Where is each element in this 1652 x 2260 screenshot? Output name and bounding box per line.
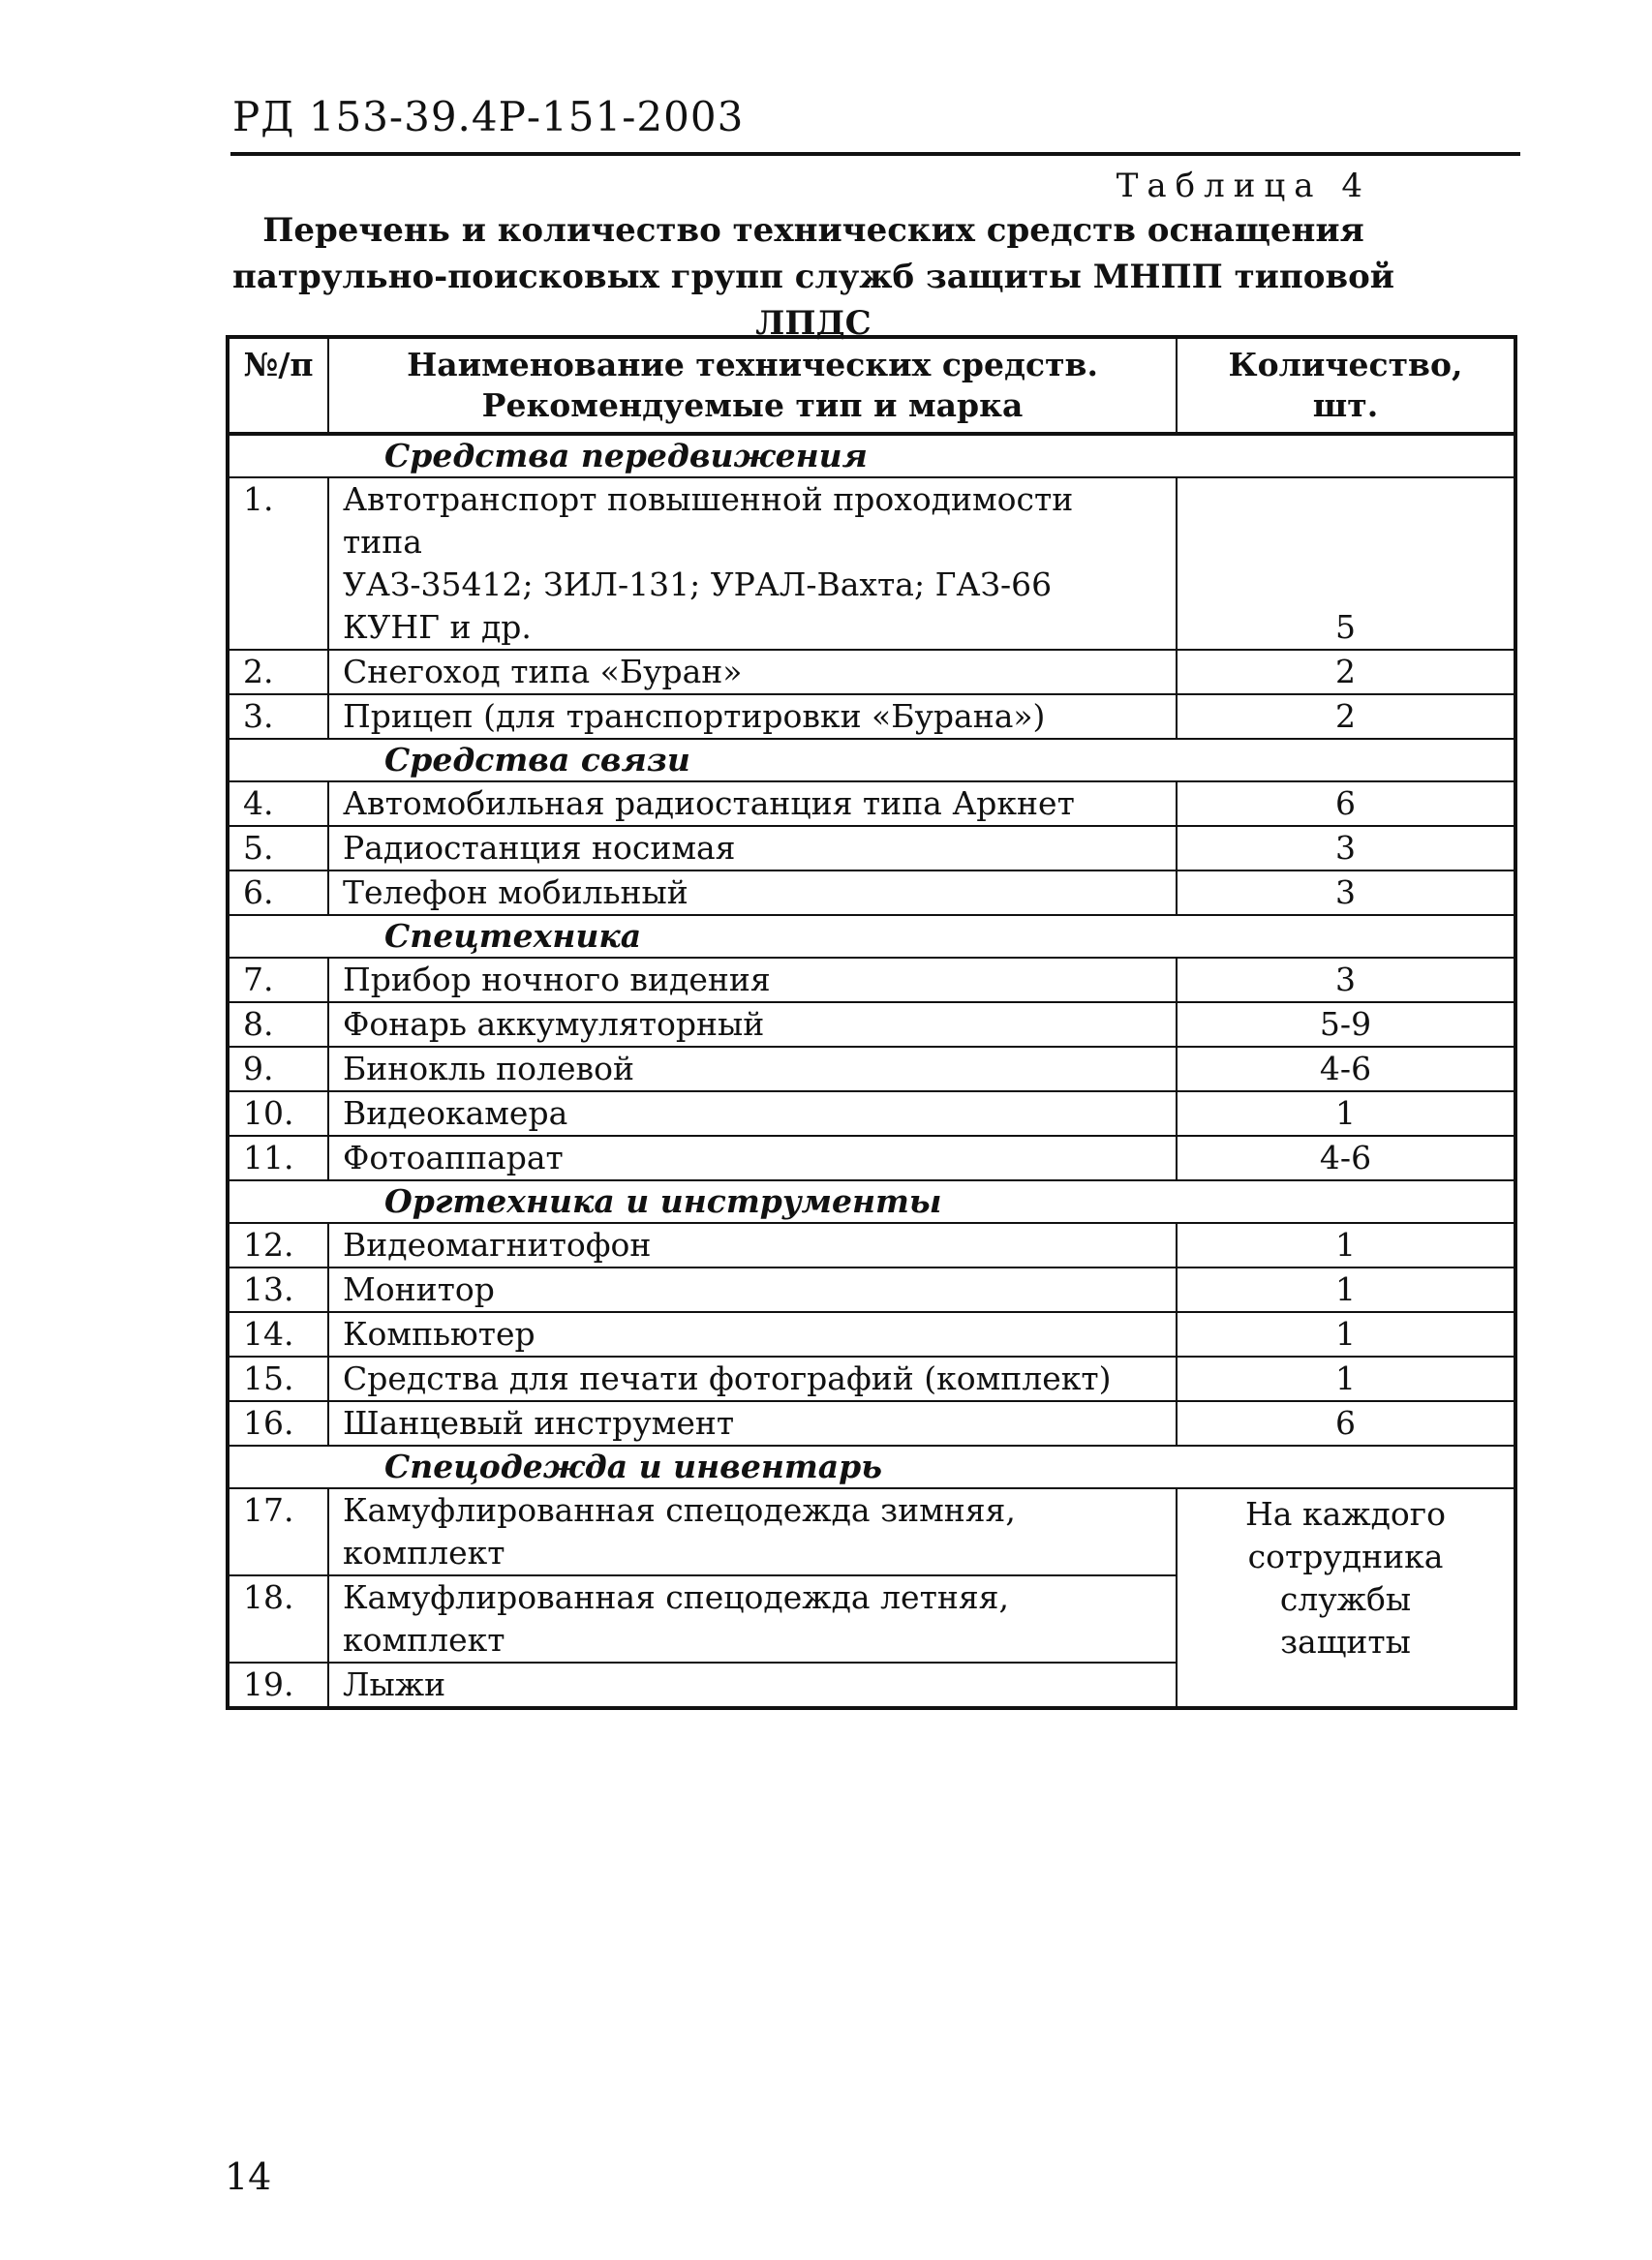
row-quantity: 1 bbox=[1177, 1223, 1515, 1267]
table-row bbox=[228, 694, 1515, 739]
row-name: Телефон мобильный bbox=[328, 870, 1177, 915]
row-quantity: 6 bbox=[1177, 1401, 1515, 1446]
row-quantity: 1 bbox=[1177, 1267, 1515, 1312]
header-quantity-line1: Количество, bbox=[1228, 346, 1463, 383]
merged-quantity-line: защиты bbox=[1280, 1623, 1411, 1661]
row-name: Средства для печати фотографий (комплект) bbox=[328, 1357, 1177, 1401]
table-row bbox=[228, 1136, 1515, 1180]
row-name-line: Автотранспорт повышенной проходимости типа bbox=[343, 480, 1074, 561]
merged-quantity-line: На каждого bbox=[1245, 1495, 1446, 1533]
row-number: 8. bbox=[228, 1002, 328, 1047]
row-name: Монитор bbox=[328, 1267, 1177, 1312]
row-name: Лыжи bbox=[328, 1663, 1177, 1708]
row-quantity: 3 bbox=[1177, 870, 1515, 915]
row-name: Прицеп (для транспортировки «Бурана») bbox=[328, 694, 1177, 739]
row-name bbox=[328, 1575, 1177, 1663]
row-number: 7. bbox=[228, 958, 328, 1002]
table-row bbox=[228, 650, 1515, 694]
section-title: Средства связи bbox=[228, 739, 1515, 781]
header-rule bbox=[230, 152, 1520, 156]
table-row bbox=[228, 781, 1515, 826]
table-label: Таблица 4 bbox=[1116, 167, 1371, 205]
table-row bbox=[228, 1267, 1515, 1312]
row-number: 16. bbox=[228, 1401, 328, 1446]
row-name bbox=[328, 477, 1177, 650]
section-title: Спецтехника bbox=[228, 915, 1515, 958]
header-name-line1: Наименование технических средств. bbox=[407, 346, 1098, 383]
row-name: Видеокамера bbox=[328, 1091, 1177, 1136]
row-number: 12. bbox=[228, 1223, 328, 1267]
row-name-line: комплект bbox=[343, 1621, 505, 1659]
section-title: Спецодежда и инвентарь bbox=[228, 1446, 1515, 1488]
row-name: Шанцевый инструмент bbox=[328, 1401, 1177, 1446]
table-title-line1: Перечень и количество технических средств оснащения bbox=[262, 211, 1364, 250]
table-row bbox=[228, 477, 1515, 650]
row-quantity: 2 bbox=[1177, 694, 1515, 739]
merged-quantity-line: службы bbox=[1279, 1580, 1412, 1618]
table-row bbox=[228, 1401, 1515, 1446]
row-quantity: 2 bbox=[1177, 650, 1515, 694]
section-title: Средства передвижения bbox=[228, 434, 1515, 477]
header-name bbox=[328, 337, 1177, 434]
row-name: Бинокль полевой bbox=[328, 1047, 1177, 1091]
row-number: 11. bbox=[228, 1136, 328, 1180]
row-number: 4. bbox=[228, 781, 328, 826]
row-number: 18. bbox=[228, 1575, 328, 1663]
row-name-line: УАЗ-35412; ЗИЛ-131; УРАЛ-Вахта; ГАЗ-66 bbox=[343, 565, 1053, 603]
row-quantity: 4-6 bbox=[1177, 1136, 1515, 1180]
table-header-row bbox=[228, 337, 1515, 434]
section-title: Оргтехника и инструменты bbox=[228, 1180, 1515, 1223]
row-number: 10. bbox=[228, 1091, 328, 1136]
row-name: Автомобильная радиостанция типа Аркнет bbox=[328, 781, 1177, 826]
table-row bbox=[228, 1312, 1515, 1357]
row-name bbox=[328, 1488, 1177, 1575]
row-number: 9. bbox=[228, 1047, 328, 1091]
row-number: 17. bbox=[228, 1488, 328, 1575]
table-row bbox=[228, 1357, 1515, 1401]
row-name: Компьютер bbox=[328, 1312, 1177, 1357]
row-name-line: Камуфлированная спецодежда летняя, bbox=[343, 1578, 1009, 1616]
row-number: 19. bbox=[228, 1663, 328, 1708]
row-number: 13. bbox=[228, 1267, 328, 1312]
row-name-line: Камуфлированная спецодежда зимняя, bbox=[343, 1491, 1016, 1529]
row-quantity: 1 bbox=[1177, 1091, 1515, 1136]
table-row bbox=[228, 1488, 1515, 1575]
header-quantity-line2: шт. bbox=[1312, 386, 1379, 424]
document-code: РД 153-39.4Р-151-2003 bbox=[232, 93, 745, 140]
table-title bbox=[232, 207, 1394, 347]
row-name: Видеомагнитофон bbox=[328, 1223, 1177, 1267]
section-row-comms bbox=[228, 739, 1515, 781]
row-name: Фонарь аккумуляторный bbox=[328, 1002, 1177, 1047]
header-quantity bbox=[1177, 337, 1515, 434]
table-row bbox=[228, 826, 1515, 870]
row-number: 14. bbox=[228, 1312, 328, 1357]
row-quantity: 3 bbox=[1177, 826, 1515, 870]
section-row-office bbox=[228, 1180, 1515, 1223]
row-name: Фотоаппарат bbox=[328, 1136, 1177, 1180]
section-row-special bbox=[228, 915, 1515, 958]
merged-quantity-line: сотрудника bbox=[1247, 1538, 1444, 1575]
row-name-line: комплект bbox=[343, 1534, 505, 1572]
merged-quantity bbox=[1177, 1488, 1515, 1708]
table-row bbox=[228, 1002, 1515, 1047]
row-quantity: 1 bbox=[1177, 1312, 1515, 1357]
table-row bbox=[228, 1047, 1515, 1091]
equipment-table bbox=[226, 335, 1517, 1710]
row-quantity: 4-6 bbox=[1177, 1047, 1515, 1091]
row-number: 1. bbox=[228, 477, 328, 650]
section-row-clothing bbox=[228, 1446, 1515, 1488]
row-number: 5. bbox=[228, 826, 328, 870]
row-name: Радиостанция носимая bbox=[328, 826, 1177, 870]
page-number: 14 bbox=[225, 2155, 272, 2198]
row-number: 6. bbox=[228, 870, 328, 915]
row-name: Прибор ночного видения bbox=[328, 958, 1177, 1002]
row-number: 2. bbox=[228, 650, 328, 694]
table-row bbox=[228, 1223, 1515, 1267]
row-number: 3. bbox=[228, 694, 328, 739]
row-quantity: 3 bbox=[1177, 958, 1515, 1002]
table-row bbox=[228, 1091, 1515, 1136]
row-quantity: 5 bbox=[1177, 477, 1515, 650]
row-quantity: 1 bbox=[1177, 1357, 1515, 1401]
table-title-line2: патрульно-поисковых групп служб защиты МНПП типовой ЛПДС bbox=[232, 258, 1394, 343]
header-name-line2: Рекомендуемые тип и марка bbox=[481, 386, 1024, 424]
table-row bbox=[228, 870, 1515, 915]
section-row-transport bbox=[228, 434, 1515, 477]
row-quantity: 5-9 bbox=[1177, 1002, 1515, 1047]
row-name: Снегоход типа «Буран» bbox=[328, 650, 1177, 694]
row-number: 15. bbox=[228, 1357, 328, 1401]
row-quantity: 6 bbox=[1177, 781, 1515, 826]
row-name-line: КУНГ и др. bbox=[343, 608, 532, 646]
header-number: №/п bbox=[228, 337, 328, 434]
table-row bbox=[228, 958, 1515, 1002]
